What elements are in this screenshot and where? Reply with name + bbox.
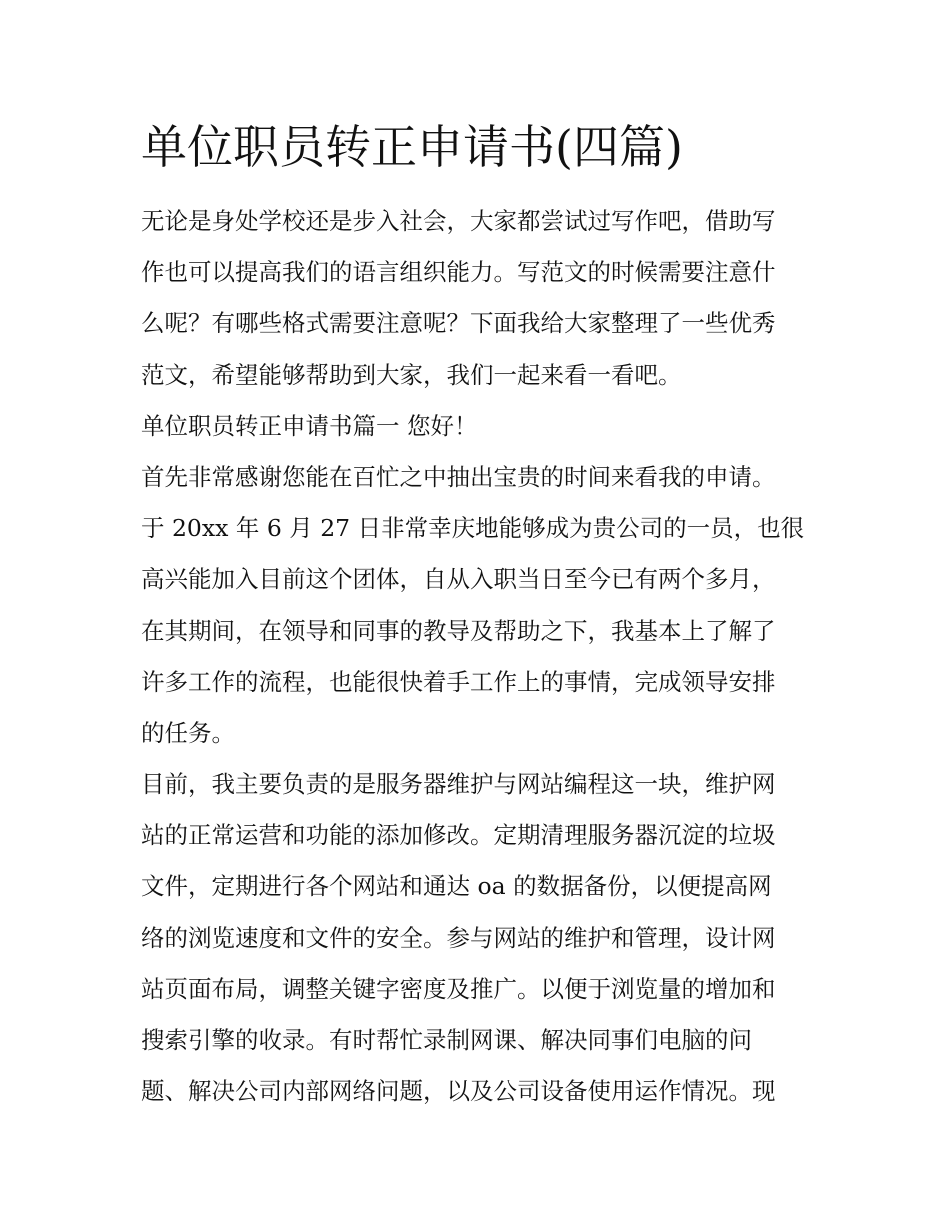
body-line: 的任务。 (141, 718, 235, 747)
section-heading-line: 单位职员转正申请书篇一 您好！ (141, 411, 478, 440)
body-line: 站的正常运营和功能的添加修改。定期清理服务器沉淀的垃圾 (141, 821, 776, 850)
body-line: 无论是身处学校还是步入社会，大家都尝试过写作吧，借助写 (141, 207, 776, 235)
document-title: 单位职员转正申请书(四篇) (141, 120, 683, 174)
body-line: 么呢？有哪些格式需要注意呢？下面我给大家整理了一些优秀 (141, 309, 776, 338)
body-line: 络的浏览速度和文件的安全。参与网站的维护和管理，设计网 (141, 923, 776, 952)
body-line: 题、解决公司内部网络问题，以及公司设备使用运作情况。现 (141, 1077, 776, 1106)
body-line: 在其期间，在领导和同事的教导及帮助之下，我基本上了解了 (141, 616, 776, 645)
body-line: 站页面布局，调整关键字密度及推广。以便于浏览量的增加和 (141, 974, 776, 1003)
body-line: 文件，定期进行各个网站和通达 oa 的数据备份，以便提高网 (141, 872, 772, 901)
body-line: 首先非常感谢您能在百忙之中抽出宝贵的时间来看我的申请。 (141, 462, 776, 491)
body-line: 范文，希望能够帮助到大家，我们一起来看一看吧。 (141, 360, 682, 389)
body-line: 搜索引擎的收录。有时帮忙录制网课、解决同事们电脑的问 (141, 1026, 752, 1054)
body-line: 许多工作的流程，也能很快着手工作上的事情，完成领导安排 (141, 667, 776, 696)
body-line: 作也可以提高我们的语言组织能力。写范文的时候需要注意什 (141, 258, 776, 287)
document-body (141, 196, 813, 1117)
body-line: 高兴能加入目前这个团体，自从入职当日至今已有两个多月， (141, 565, 776, 594)
body-line: 于 20xx 年 6 月 27 日非常幸庆地能够成为贵公司的一员，也很 (141, 514, 805, 543)
body-line: 目前，我主要负责的是服务器维护与网站编程这一块，维护网 (141, 770, 776, 799)
